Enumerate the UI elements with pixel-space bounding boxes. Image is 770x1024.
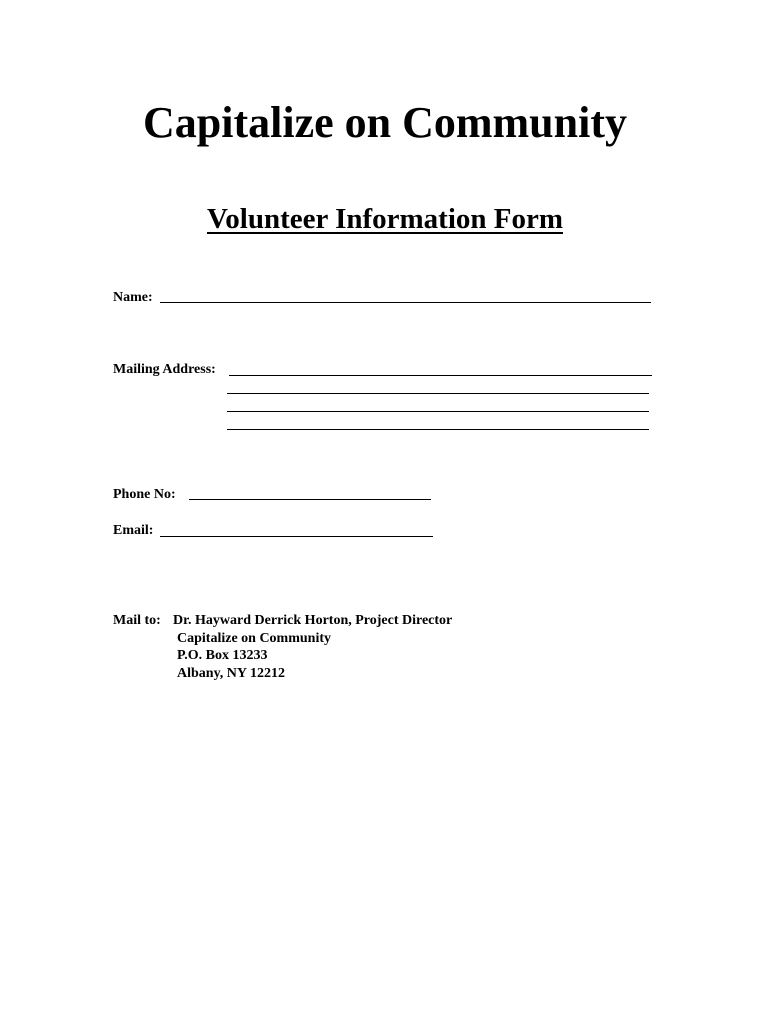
mailing-address-line-2[interactable] [227,393,649,394]
mail-to-label: Mail to: [113,613,161,628]
email-field-line[interactable] [160,536,433,537]
form-subtitle: Volunteer Information Form [206,203,564,235]
name-label: Name: [113,290,153,305]
email-label: Email: [113,523,154,538]
phone-label: Phone No: [113,487,176,502]
name-field-line[interactable] [160,302,651,303]
mail-to-city-state-zip: Albany, NY 12212 [177,666,286,681]
mailing-address-line-4[interactable] [227,429,649,430]
mailing-address-label: Mailing Address: [113,362,216,377]
mail-to-recipient: Dr. Hayward Derrick Horton, Project Director [173,613,453,628]
mail-to-organization: Capitalize on Community [177,631,331,646]
mail-to-po-box: P.O. Box 13233 [177,648,268,663]
document-title: Capitalize on Community [143,98,627,147]
mailing-address-line-1[interactable] [229,375,652,376]
phone-field-line[interactable] [189,499,431,500]
mailing-address-line-3[interactable] [227,411,649,412]
